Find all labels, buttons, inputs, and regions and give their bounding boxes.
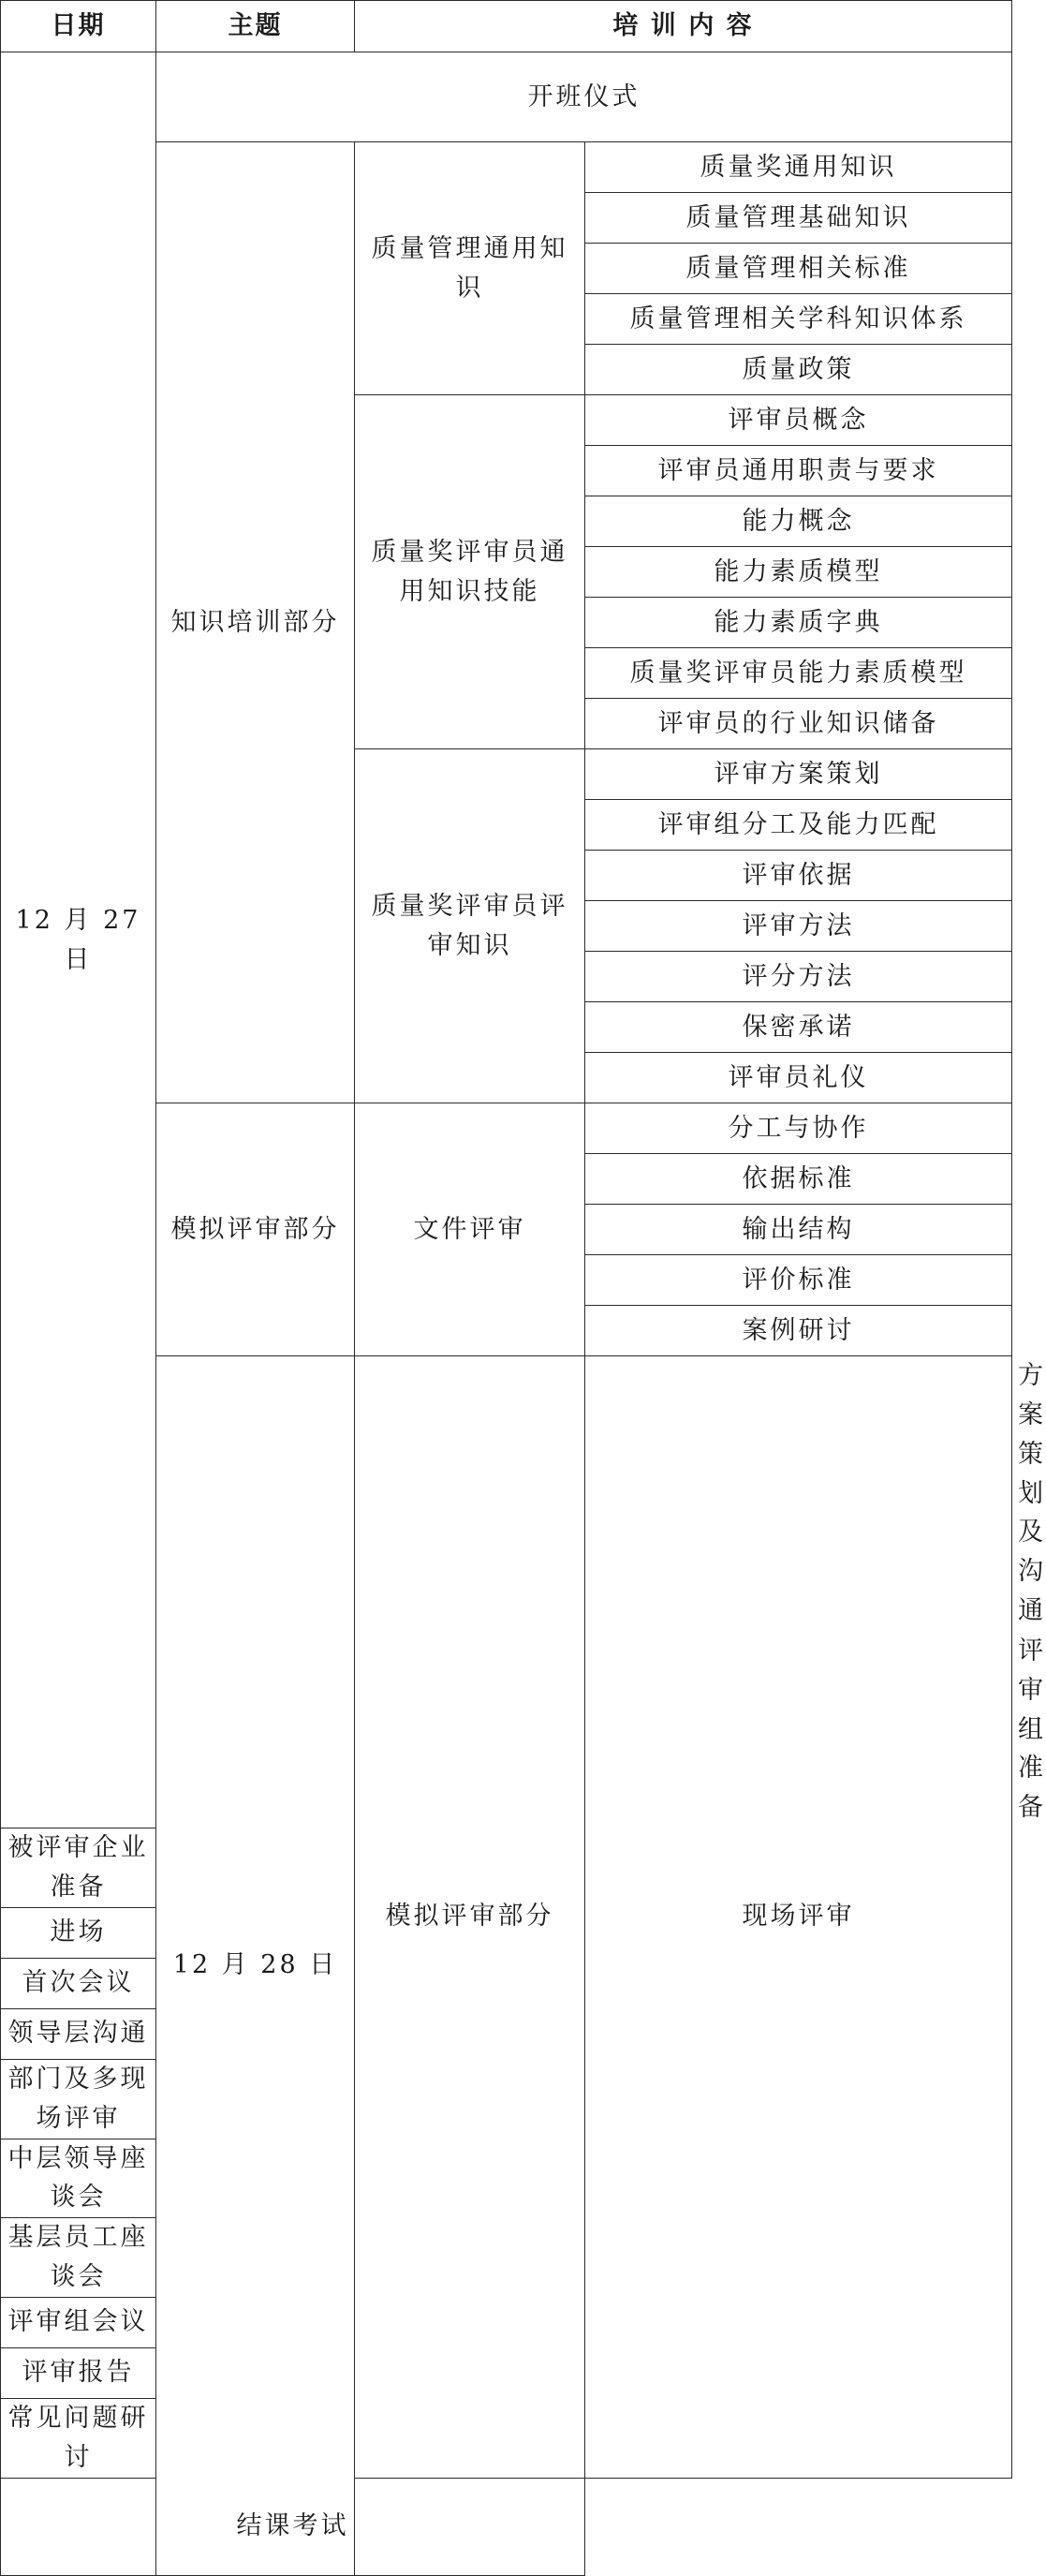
content-item: 常见问题研讨 xyxy=(1,2398,156,2478)
content-item: 分工与协作 xyxy=(585,1103,1012,1154)
content-item: 质量管理相关学科知识体系 xyxy=(585,294,1012,345)
content-item: 能力素质字典 xyxy=(585,598,1012,648)
content-item: 依据标准 xyxy=(585,1154,1012,1205)
content-item: 中层领导座谈会 xyxy=(1,2139,156,2218)
content-item: 领导层沟通 xyxy=(1,2008,156,2059)
content-item: 评审方法 xyxy=(585,901,1012,952)
date-cell-day1: 12 月 27 日 xyxy=(1,52,156,1828)
content-item: 评审依据 xyxy=(585,851,1012,901)
opening-ceremony-cell: 开班仪式 xyxy=(156,52,1012,142)
content-item: 评审员的行业知识储备 xyxy=(585,699,1012,749)
content-item: 输出结构 xyxy=(585,1205,1012,1255)
table-row: 12 月 28 日 模拟评审部分 现场评审 方案策划及沟通 xyxy=(1,1356,1012,1632)
table-row: 评审组准备 xyxy=(1018,1636,1046,1823)
subtopic-assessor-general-skills: 质量奖评审员通用知识技能 xyxy=(355,395,585,749)
content-item: 首次会议 xyxy=(1,1958,156,2008)
header-date: 日期 xyxy=(1,1,156,52)
topic-simulated-review-day2: 模拟评审部分 xyxy=(355,1356,585,2479)
table-row xyxy=(1,52,1012,142)
content-item: 部门及多现场评审 xyxy=(1,2059,156,2139)
subtopic-onsite-review: 现场评审 xyxy=(585,1356,1012,2479)
header-topic: 主题 xyxy=(156,1,355,52)
content-item: 被评审企业准备 xyxy=(1,1828,156,1908)
subtopic-quality-management: 质量管理通用知识 xyxy=(355,142,585,395)
content-item: 评分方法 xyxy=(585,952,1012,1002)
content-item: 能力概念 xyxy=(585,496,1012,547)
content-item: 质量奖通用知识 xyxy=(585,142,1012,193)
date-cell-day2: 12 月 28 日 xyxy=(156,1356,355,2576)
content-item: 能力素质模型 xyxy=(585,547,1012,598)
content-item: 评审报告 xyxy=(1,2347,156,2398)
content-item: 质量奖评审员能力素质模型 xyxy=(585,648,1012,699)
content-item: 基层员工座谈会 xyxy=(1,2218,156,2298)
content-item: 保密承诺 xyxy=(585,1002,1012,1053)
content-item: 质量管理基础知识 xyxy=(585,193,1012,244)
header-row xyxy=(1,1,1012,52)
content-item: 进场 xyxy=(1,1907,156,1958)
header-content: 培 训 内 容 xyxy=(355,1,1012,52)
content-item: 质量管理相关标准 xyxy=(585,244,1012,294)
content-item: 评审组会议 xyxy=(1,2297,156,2347)
final-exam-cell: 结课考试 xyxy=(1,2478,585,2575)
content-item: 案例研讨 xyxy=(585,1306,1012,1356)
topic-knowledge-training: 知识培训部分 xyxy=(156,142,355,1103)
content-item: 评审方案策划 xyxy=(585,749,1012,800)
content-item: 评审员通用职责与要求 xyxy=(585,446,1012,496)
content-item: 评价标准 xyxy=(585,1255,1012,1306)
content-item: 质量政策 xyxy=(585,345,1012,395)
topic-simulated-review-day1: 模拟评审部分 xyxy=(156,1103,355,1356)
subtopic-document-review: 文件评审 xyxy=(355,1103,585,1356)
content-item: 评审组分工及能力匹配 xyxy=(585,800,1012,851)
subtopic-assessor-review-knowledge: 质量奖评审员评审知识 xyxy=(355,749,585,1103)
content-item: 评审员概念 xyxy=(585,395,1012,446)
table-row xyxy=(1,2478,1012,2575)
content-item: 评审员礼仪 xyxy=(585,1053,1012,1103)
